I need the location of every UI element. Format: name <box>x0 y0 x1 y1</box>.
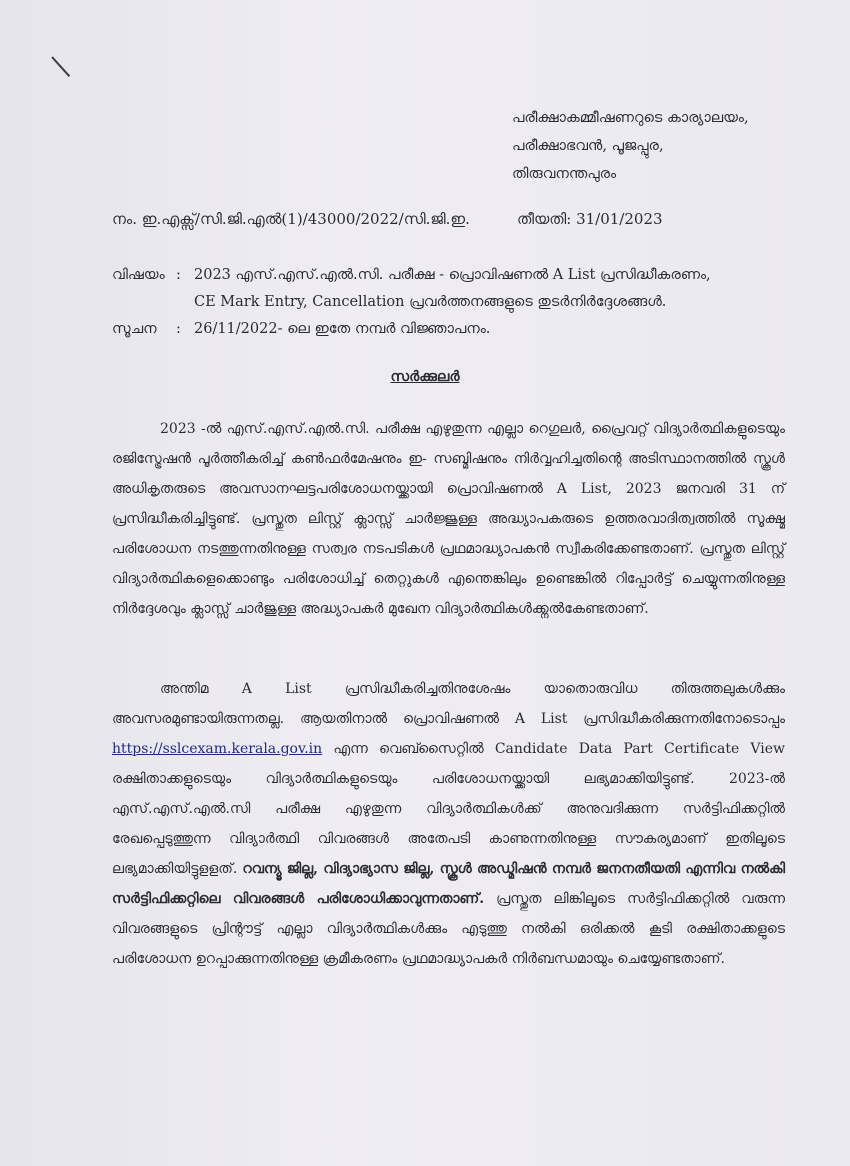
notice-colon: : <box>176 321 181 337</box>
reference-line <box>112 210 712 228</box>
reference-date: തീയതി: 31/01/2023 <box>517 210 663 228</box>
subject-line-2: CE Mark Entry, Cancellation പ്രവർത്തനങ്ങളുടെ തുടർനിർദ്ദേശങ്ങൾ. <box>194 294 667 310</box>
reference-number: നം. ഇ.എക്സ്/സി.ജി.എൽ(1)/43000/2022/സി.ജി.ഇ. <box>112 210 470 228</box>
paragraph-1-text: 2023 -ൽ എസ്.എസ്.എൽ.സി. പരീക്ഷ എഴുതുന്ന എല്ലാ റെഗുലർ, പ്രൈവറ്റ് വിദ്യാർത്ഥികളുടെയും രജിസ്ട്രേഷൻ പൂർത്തീകരിച്ച് കൺഫർമേഷനും ഇ- സബ്മിഷനും നിർവ്വഹിച്ചതിന്റെ അടിസ്ഥാനത്തിൽ സ്കൂൾ അധികൃതരുടെ അവസാനഘട്ടപരിശോധനയ്ക്കായി പ്രൊവിഷണൽ A List, 2023 ജനവരി 31 ന് പ്രസിദ്ധീകരിച്ചിട്ടുണ്ട്. പ്രസ്തുത ലിസ്റ്റ് ക്ലാസ്സ് ചാർജ്ജുള്ള അദ്ധ്യാപകരുടെ ഉത്തരവാദിത്വത്തിൽ സൂക്ഷ്മ പരിശോധന നടത്തുന്നതിനുള്ള സത്വര നടപടികൾ പ്രഥമാദ്ധ്യാപകൻ സ്വീകരിക്കേണ്ടതാണ്. പ്രസ്തുത ലിസ്റ്റ് വിദ്യാർത്ഥികളെക്കൊണ്ടും പരിശോധിച്ച് തെറ്റുകൾ എന്തെങ്കിലും ഉണ്ടെങ്കിൽ റിപ്പോർട്ട് ചെയ്യുന്നതിനുള്ള നിർദ്ദേശവും ക്ലാസ്സ് ചാർജുള്ള അദ്ധ്യാപകർ മുഖേന വിദ്യാർത്ഥികൾക്ക്നൽകേണ്ടതാണ്. <box>112 421 785 617</box>
paragraph-2 <box>112 674 785 974</box>
address-line-1: പരീക്ഷാകമ്മീഷണറുടെ കാര്യാലയം, <box>512 110 749 126</box>
paragraph-2-part-3: പ്രസ്തുത ലിങ്കിലൂടെ സർട്ടിഫിക്കറ്റിൽ വരുന്ന വിവരങ്ങളുടെ പ്രിന്റൗട്ട് എല്ലാ വിദ്യാർത്ഥികൾക്കും എടുത്തു നൽകി ഒരിക്കൽ കൂടി രക്ഷിതാക്കളുടെ പരിശോധന ഉറപ്പാക്കുന്നതിനുള്ള ക്രമീകരണം പ്രഥമാദ്ധ്യാപകർ നിർബന്ധമായും ചെയ്യേണ്ടതാണ്. <box>112 891 785 967</box>
paragraph-1 <box>112 414 785 624</box>
paragraph-2-part-1: അന്തിമ A List പ്രസിദ്ധീകരിച്ചതിനുശേഷം യാതൊരുവിധ തിരുത്തലുകൾക്കും അവസരമുണ്ടായിരുന്നതല്ല. ആയതിനാൽ പ്രൊവിഷണൽ A List പ്രസിദ്ധീകരിക്കുന്നതിനോടൊപ്പം <box>112 681 785 727</box>
office-address <box>512 104 749 188</box>
subject-colon: : <box>176 267 181 283</box>
subject-label: വിഷയം <box>112 267 165 283</box>
exam-website-link[interactable]: https://sslcexam.kerala.gov.in <box>112 741 323 757</box>
notice-text: 26/11/2022- ലെ ഇതേ നമ്പർ വിജ്ഞാപനം. <box>194 321 491 337</box>
subject-block <box>112 262 792 343</box>
address-line-3: തിരുവനന്തപുരം <box>512 166 617 182</box>
paragraph-2-part-2: എന്ന വെബ്സൈറ്റിൽ Candidate Data Part Certificate View രക്ഷിതാക്കളുടെയും വിദ്യാർത്ഥികളുടെയും പരിശോധനയ്ക്കായി ലഭ്യമാക്കിയിട്ടുണ്ട്. 2023-ൽ എസ്.എസ്.എൽ.സി പരീക്ഷ എഴുതുന്ന വിദ്യാർത്ഥികൾക്ക് അനുവദിക്കുന്ന സർട്ടിഫിക്കറ്റിൽ രേഖപ്പെടുത്തുന്ന വിദ്യാർത്ഥി വിവരങ്ങൾ അതേപടി കാണുന്നതിനുള്ള സൗകര്യമാണ് ഇതിലൂടെ ലഭ്യമാക്കിയിട്ടുളളത്. <box>112 741 785 877</box>
address-line-2: പരീക്ഷാഭവൻ, പൂജപ്പുര, <box>512 138 664 154</box>
paragraph-2-bold: റവന്യൂ ജില്ല, വിദ്യാഭ്യാസ ജില്ല, സ്കൂൾ അഡ്മിഷൻ നമ്പർ ജനനതീയതി എന്നിവ നൽകി സർട്ടിഫിക്കറ്റിലെ വിവരങ്ങൾ പരിശോധിക്കാവുന്നതാണ്. <box>112 861 785 907</box>
circular-title: സർക്കുലർ <box>390 368 460 385</box>
pen-mark <box>51 56 70 77</box>
subject-line-1: 2023 എസ്.എസ്.എൽ.സി. പരീക്ഷ - പ്രൊവിഷണൽ A List പ്രസിദ്ധീകരണം, <box>194 267 711 283</box>
notice-label: സൂചന <box>112 321 157 337</box>
